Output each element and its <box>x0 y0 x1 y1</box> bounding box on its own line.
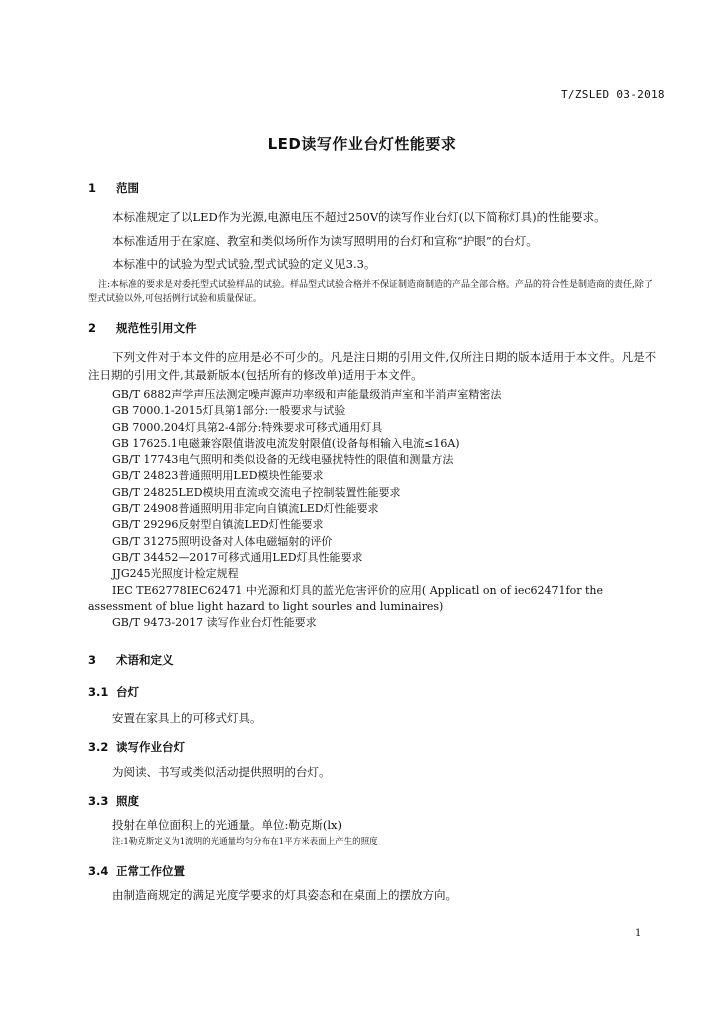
section-2-heading <box>88 320 197 336</box>
term-3-3-definition: 投射在单位面积上的光通量。单位:勒克斯(lx) <box>112 818 343 832</box>
reference-item: IEC TE62778IEC62471 中光源和灯具的蓝光危害评价的应用( Applicatl on of iec62471for the assessment of blue light hazard to light sourles and luminaires) <box>88 583 603 613</box>
section-3-2-heading <box>88 739 185 755</box>
reference-item: GB 7000.1-2015灯具第1部分:一般要求与试验 <box>112 404 346 418</box>
standard-code: T/ZSLED 03-2018 <box>561 88 665 101</box>
section-number: 3.1 <box>88 685 109 699</box>
section-title: 读写作业台灯 <box>116 740 185 754</box>
term-3-1-definition: 安置在家具上的可移式灯具。 <box>112 711 262 725</box>
reference-item: GB 7000.204灯具第2-4部分:特殊要求可移式通用灯具 <box>112 420 383 434</box>
scope-paragraph-1: 本标准规定了以LED作为光源,电源电压不超过250V的读写作业台灯(以下简称灯具)的性能要求。 <box>112 210 606 224</box>
term-3-2-definition: 为阅读、书写或类似活动提供照明的台灯。 <box>112 765 331 779</box>
reference-item: GB/T 24825LED模块用直流或交流电子控制装置性能要求 <box>112 485 401 499</box>
reference-item: GB 17625.1电磁兼容限值谐波电流发射限值(设备每相输入电流≤16A) <box>112 436 460 450</box>
scope-note: 注:本标准的要求是对委托型式试验样品的试验。样品型式试验合格并不保证制造商制造的产品全部合格。产品的符合性是制造商的责任,除了型式试验以外,可包括例行试验和质量保证。 <box>88 280 653 304</box>
reference-list <box>88 387 658 631</box>
reference-item: GB/T 24908普通照明用非定向自镇流LED灯性能要求 <box>112 502 379 516</box>
term-3-3-note: 注:1勒克斯定义为1流明的光通量均匀分布在1平方米表面上产生的照度 <box>112 837 378 847</box>
reference-item: GB/T 24823普通照明用LED模块性能要求 <box>112 469 324 483</box>
section-number: 1 <box>88 181 97 195</box>
reference-item: GB/T 31275照明设备对人体电磁辐射的评价 <box>112 534 333 548</box>
reference-item: GB/T 29296反射型自镇流LED灯性能要求 <box>112 518 324 532</box>
section-number: 2 <box>88 321 97 335</box>
scope-paragraph-3: 本标准中的试验为型式试验,型式试验的定义见3.3。 <box>112 257 376 271</box>
section-title: 术语和定义 <box>116 653 174 667</box>
reference-item: GB/T 9473-2017 读写作业台灯性能要求 <box>112 616 317 630</box>
section-title: 规范性引用文件 <box>116 321 197 335</box>
reference-item: GB/T 17743电气照明和类似设备的无线电骚扰特性的限值和测量方法 <box>112 453 454 467</box>
section-title: 正常工作位置 <box>116 864 185 878</box>
reference-item: JJG245光照度计检定规程 <box>112 567 239 581</box>
section-number: 3.3 <box>88 794 109 808</box>
reference-item: GB/T 34452—2017可移式通用LED灯具性能要求 <box>112 550 363 564</box>
section-number: 3.4 <box>88 864 109 878</box>
section-3-1-heading <box>88 684 139 700</box>
normative-intro: 下列文件对于本文件的应用是必不可少的。凡是注日期的引用文件,仅所注日期的版本适用于本文件。凡是不注日期的引用文件,其最新版本(包括所有的修改单)适用于本文件。 <box>88 350 657 382</box>
section-title: 台灯 <box>116 685 139 699</box>
section-number: 3 <box>88 653 97 667</box>
term-3-4-definition: 由制造商规定的满足光度学要求的灯具姿态和在桌面上的摆放方向。 <box>112 888 457 902</box>
section-number: 3.2 <box>88 740 109 754</box>
scope-paragraph-2: 本标准适用于在家庭、教室和类似场所作为读写照明用的台灯和宣称“护眼”的台灯。 <box>112 234 538 248</box>
reference-item: GB/T 6882声学声压法测定噪声源声功率级和声能量级消声室和半消声室精密法 <box>112 388 502 401</box>
document-title: LED读写作业台灯性能要求 <box>267 135 457 153</box>
section-1-heading <box>88 180 139 196</box>
section-title: 照度 <box>116 794 139 808</box>
section-3-4-heading <box>88 863 185 879</box>
page-number: 1 <box>635 928 642 939</box>
section-3-heading <box>88 652 174 668</box>
section-title: 范围 <box>116 181 139 195</box>
section-3-3-heading <box>88 793 139 809</box>
